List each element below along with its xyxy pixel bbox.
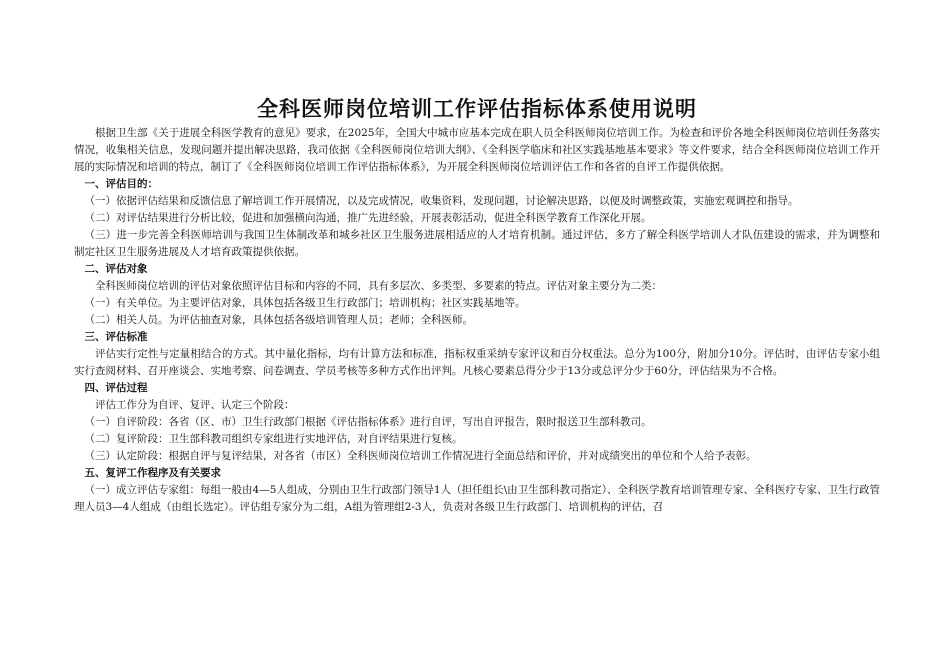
paragraph: （三）进一步完善全科医师培训与我国卫生体制改革和城乡社区卫生服务进展相适应的人才培育机制。通过评估，多方了解全科医学培训人才队伍建设的需求，并为调整和制定社区卫生服务进展及人才培育政策提供依据。: [74, 229, 880, 258]
paragraph: （二）相关人员。为评估抽查对象，具体包括各级培训管理人员；老师；全科医师。: [84, 314, 473, 326]
section-review-procedure: [74, 465, 880, 516]
paragraph: 评估实行定性与定量相结合的方式。其中量化指标，均有计算方法和标准，指标权重采纳专家评议和百分权重法。总分为100分，附加分10分。评估时，由评估专家小组实行查阅材料、召开座谈会、实地考察、问卷调查、学员考核等多种方式作出评判。凡核心要素总得分少于13分或总评分少于60分，评估结果为不合格。: [74, 348, 880, 377]
paragraph: （一）自评阶段：各省（区、市）卫生行政部门根据《评估指标体系》进行自评，写出自评报告，限时报送卫生部科教司。: [84, 416, 652, 428]
paragraph: （三）认定阶段：根据自评与复评结果，对各省（市区）全科医师岗位培训工作情况进行全面总结和评价，并对成绩突出的单位和个人给予表彰。: [84, 450, 757, 462]
paragraph: 全科医师岗位培训的评估对象依照评估目标和内容的不同，具有多层次、多类型、多要素的特点。评估对象主要分为二类：: [95, 280, 662, 292]
paragraph: （一）成立评估专家组：每组一般由4—5人组成，分别由卫生行政部门领导1人（担任组长\由卫生部科教司指定）、全科医学教育培训管理专家、全科医疗专家、卫生行政管理人员3—4人组成（由组长选定）。评估组专家分为二组，A组为管理组2-3人，负责对各级卫生行政部门、培训机构的评估，召: [74, 484, 880, 513]
section-targets: [74, 261, 880, 329]
section-heading: 二、评估对象: [84, 263, 148, 275]
document: [74, 94, 880, 516]
section-standards: [74, 329, 880, 380]
paragraph: 评估工作分为自评、复评、认定三个阶段：: [95, 399, 295, 411]
paragraph: （二）复评阶段：卫生部科教司组织专家组进行实地评估，对自评结果进行复核。: [84, 433, 463, 445]
section-heading: 四、评估过程: [84, 382, 148, 394]
section-heading: 五、复评工作程序及有关要求: [84, 467, 221, 479]
document-title: 全科医师岗位培训工作评估指标体系使用说明: [257, 97, 697, 121]
paragraph: （一）有关单位。为主要评估对象，具体包括各级卫生行政部门；培训机构；社区实践基地等。: [84, 297, 526, 309]
section-purpose: [74, 176, 880, 261]
section-process: [74, 380, 880, 465]
section-heading: 一、评估目的：: [84, 178, 158, 190]
paragraph: （二）对评估结果进行分析比较，促进和加强横向沟通，推广先进经验，开展表彰活动，促进全科医学教育工作深化开展。: [84, 212, 652, 224]
intro-paragraph: 根据卫生部《关于进展全科医学教育的意见》要求，在2025年，全国大中城市应基本完成在职人员全科医师岗位培训工作。为检查和评价各地全科医师岗位培训任务落实情况，收集相关信息，发现问题并提出解决思路，我司依据《全科医师岗位培训大纲》、《全科医学临床和社区实践基地基本要求》等文件要求，结合全科医师岗位培训工作开展的实际情况和培训的特点，制订了《全科医师岗位培训工作评估指标体系》，为开展全科医师岗位培训评估工作和各省的自评工作提供依据。: [74, 127, 880, 173]
section-heading: 三、评估标准: [84, 331, 148, 343]
paragraph: （一）依据评估结果和反馈信息了解培训工作开展情况，以及完成情况，收集资料，发现问题，讨论解决思路，以便及时调整政策，实施宏观调控和指导。: [84, 195, 799, 207]
